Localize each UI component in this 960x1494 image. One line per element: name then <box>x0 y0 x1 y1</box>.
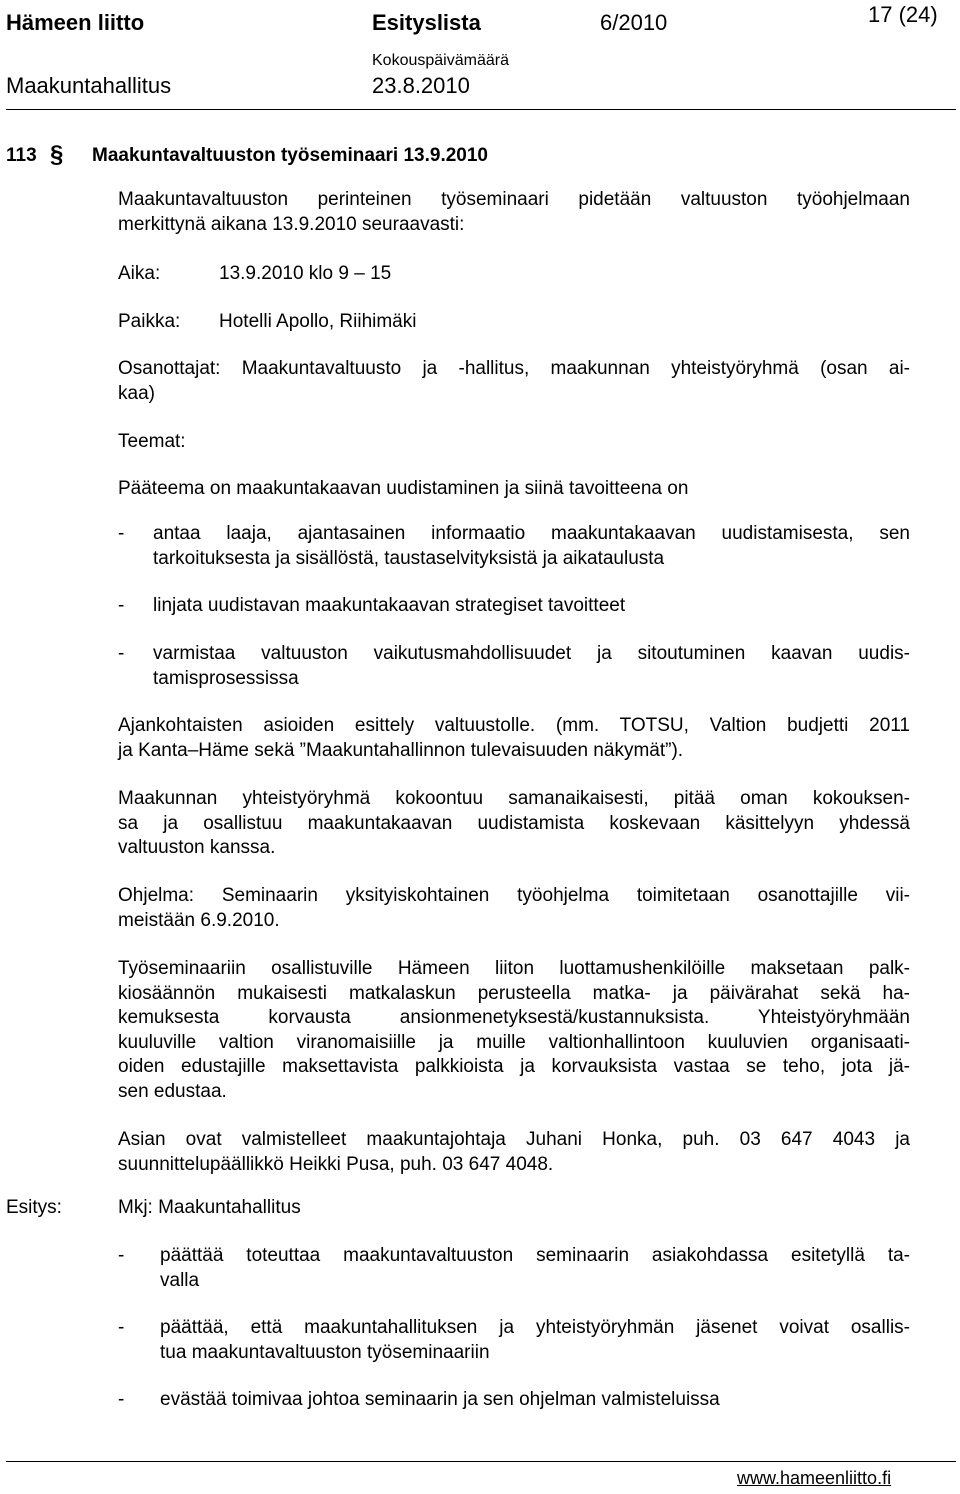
header-doc-number: 6/2010 <box>600 10 668 35</box>
goal-dash: - <box>118 595 125 616</box>
header-page-number: 17 (24) <box>868 2 938 27</box>
header-org: Hämeen liitto <box>6 10 145 35</box>
decision-dash: - <box>118 1317 125 1338</box>
header-meeting-date: 23.8.2010 <box>372 73 470 98</box>
palkkiot-paragraph <box>118 957 910 1104</box>
header-doc-type: Esityslista <box>372 10 481 35</box>
footer-website-link[interactable]: www.hameenliitto.fi <box>737 1468 892 1488</box>
palkkiot-line: sen edustaa. <box>118 1080 227 1102</box>
decision-dash: - <box>118 1389 125 1410</box>
decision-line: tua maakuntavaltuuston työseminaariin <box>160 1341 490 1363</box>
goal-item <box>153 594 625 619</box>
goal-line: varmistaa valtuuston vaikutusmahdollisuudet ja sitoutuminen kaavan uudis- <box>153 643 910 664</box>
footer-divider <box>6 1461 956 1462</box>
paikka-label: Paikka: <box>118 311 181 332</box>
paikka-value: Hotelli Apollo, Riihimäki <box>219 311 417 332</box>
ohjelma-line: meistään 6.9.2010. <box>118 909 280 931</box>
ohjelma-paragraph <box>118 884 910 933</box>
intro-line: Maakuntavaltuuston perinteinen työseminaari pidetään valtuuston työohjelmaan <box>118 189 910 210</box>
aika-label: Aika: <box>118 263 161 284</box>
decision-item <box>160 1316 910 1365</box>
section-sign: § <box>50 141 64 168</box>
valmistelijat-line: suunnittelupäällikkö Heikki Pusa, puh. 03 647 4048. <box>118 1153 554 1175</box>
goal-dash: - <box>118 523 125 544</box>
osanottajat-line: kaa) <box>118 382 155 404</box>
goal-item <box>153 522 910 571</box>
aika-value: 13.9.2010 klo 9 – 15 <box>219 263 392 284</box>
header-meeting-date-label: Kokouspäivämäärä <box>372 52 509 69</box>
palkkiot-line: oiden edustajille maksettavista palkkioista ja korvauksista vastaa se teho, jota jä- <box>118 1056 910 1077</box>
decision-line: päättää, että maakuntahallituksen ja yhteistyöryhmän jäsenet voivat osallis- <box>160 1317 910 1338</box>
goal-line: antaa laaja, ajantasainen informaatio maakuntakaavan uudistamisesta, sen <box>153 523 910 544</box>
decision-item <box>160 1388 720 1413</box>
goal-line: tarkoituksesta ja sisällöstä, taustaselvityksistä ja aikataulusta <box>153 547 665 569</box>
decision-line: päättää toteuttaa maakuntavaltuuston seminaarin asiakohdassa esitetyllä ta- <box>160 1245 910 1266</box>
decision-line: evästää toimivaa johtoa seminaarin ja sen ohjelman valmisteluissa <box>160 1389 720 1410</box>
esitys-label: Esitys: <box>6 1197 62 1218</box>
goal-item <box>153 642 910 691</box>
paateema: Pääteema on maakuntakaavan uudistaminen ja siinä tavoitteena on <box>118 478 689 499</box>
goal-line: linjata uudistavan maakuntakaavan strategiset tavoitteet <box>153 595 626 616</box>
valmistelijat-line: Asian ovat valmistelleet maakuntajohtaja Juhani Honka, puh. 03 647 4043 ja <box>118 1129 910 1150</box>
ajankohtaiset-line: Ajankohtaisten asioiden esittely valtuustolle. (mm. TOTSU, Valtion budjetti 2011 <box>118 715 910 736</box>
ajankohtaiset-line: ja Kanta–Häme sekä ”Maakuntahallinnon tulevaisuuden näkymät”). <box>118 739 684 761</box>
ajankohtaiset-paragraph <box>118 714 910 763</box>
item-number: 113 <box>6 145 37 166</box>
valmistelijat-paragraph <box>118 1128 910 1177</box>
goal-dash: - <box>118 643 125 664</box>
intro-line: merkittynä aikana 13.9.2010 seuraavasti: <box>118 213 465 235</box>
item-title: Maakuntavaltuuston työseminaari 13.9.2010 <box>92 145 488 166</box>
yhteistyoryhma-line: valtuuston kanssa. <box>118 837 276 858</box>
palkkiot-line: Työseminaariin osallistuville Hämeen liiton luottamushenkilöille maksetaan palk- <box>118 958 910 979</box>
decision-line: valla <box>160 1269 200 1291</box>
yhteistyoryhma-line: Maakunnan yhteistyöryhmä kokoontuu samanaikaisesti, pitää oman kokouksen- <box>118 788 910 809</box>
goal-line: tamisprosessissa <box>153 667 299 689</box>
decision-item <box>160 1244 910 1293</box>
header-divider <box>6 109 956 110</box>
header-body: Maakuntahallitus <box>6 73 172 98</box>
palkkiot-line: kuuluville valtion viranomaisiille ja muille valtionhallintoon kuuluvien organisaati- <box>118 1031 910 1053</box>
yhteistyoryhma-line: sa ja osallistuu maakuntakaavan uudistamista koskevaan käsittelyyn yhdessä <box>118 812 910 834</box>
decision-dash: - <box>118 1245 125 1266</box>
intro-paragraph <box>118 188 910 237</box>
teemat-label: Teemat: <box>118 431 186 452</box>
palkkiot-line: kiosäännön mukaisesti matkalaskun perusteella matka- ja päivärahat sekä ha- <box>118 982 910 1004</box>
yhteistyoryhma-paragraph <box>118 787 910 861</box>
esitys-value: Mkj: Maakuntahallitus <box>118 1197 301 1218</box>
osanottajat-paragraph <box>118 357 910 406</box>
osanottajat-line: Osanottajat: Maakuntavaltuusto ja -hallitus, maakunnan yhteistyöryhmä (osan ai- <box>118 358 910 379</box>
palkkiot-line: kemuksesta korvausta ansionmenetyksestä/kustannuksista. Yhteistyöryhmään <box>118 1007 910 1028</box>
ohjelma-line: Ohjelma: Seminaarin yksityiskohtainen työohjelma toimitetaan osanottajille vii- <box>118 885 910 906</box>
